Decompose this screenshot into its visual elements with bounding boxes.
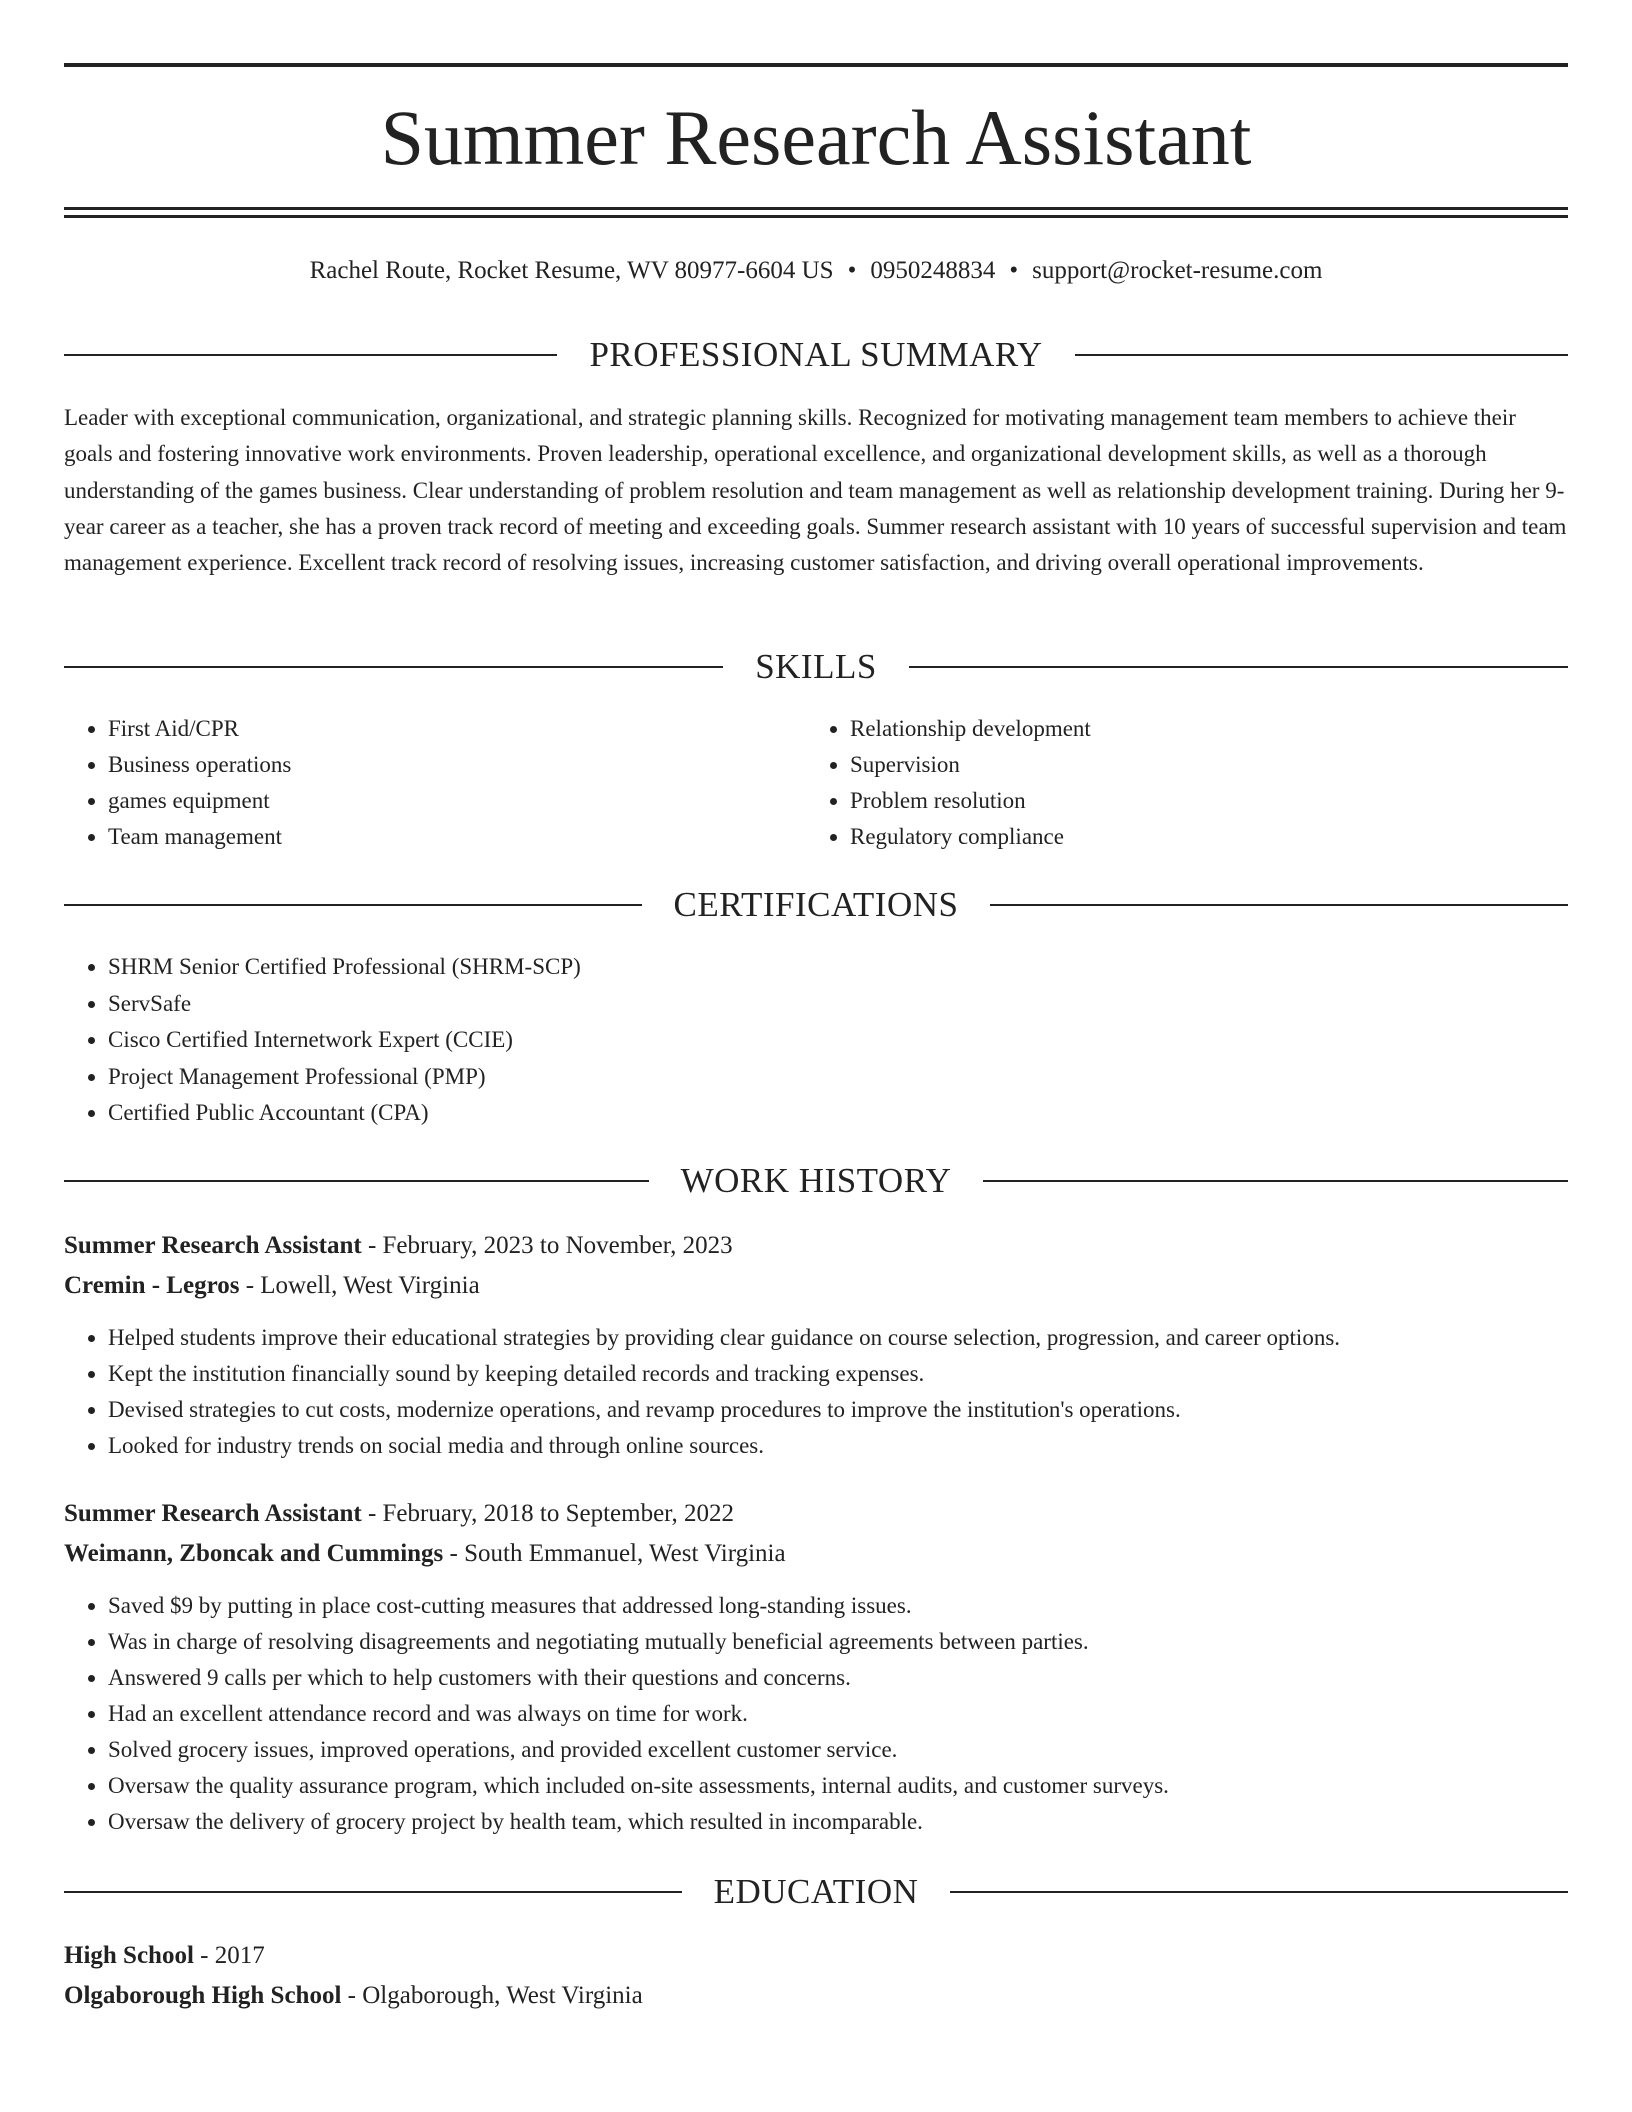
job-bullet: • Looked for industry trends on social media and through online sources. [108, 1428, 1568, 1464]
contact-line [64, 254, 1568, 288]
education-section-heading [64, 1870, 1568, 1914]
certifications-section-heading [64, 883, 1568, 927]
heading-rule-right [909, 666, 1568, 668]
education-entry [64, 1936, 1568, 2016]
heading-rule-left [64, 1180, 649, 1182]
contact-address: Rachel Route, Rocket Resume, WV 80977-6604 US [309, 257, 834, 284]
heading-rule-right [983, 1180, 1568, 1182]
title-double-rule [64, 207, 1568, 218]
heading-rule-left [64, 666, 723, 668]
skill-item: • Regulatory compliance [850, 819, 1548, 855]
job-location: - Lowell, West Virginia [239, 1272, 480, 1299]
job-bullet: • Solved grocery issues, improved operations, and provided excellent customer service. [108, 1732, 1568, 1768]
skill-item: • Team management [108, 819, 806, 855]
job-title: Summer Research Assistant [64, 1500, 362, 1527]
resume-title: Summer Research Assistant [380, 94, 1252, 181]
education-school: Olgaborough High School [64, 1982, 342, 2009]
certification-item: • Certified Public Accountant (CPA) [108, 1095, 1568, 1132]
contact-separator: • [1009, 257, 1019, 284]
job-employer-line [64, 1534, 1568, 1574]
skills-section-heading [64, 645, 1568, 689]
summary-text: Leader with exceptional communication, organizational, and strategic planning skills. Recognized for motivating management team members to achieve their goals and fostering innovative work environments. Proven leadership, operational excellence, and organizational development skills, as well as a thorough understanding of the games business. Clear understanding of problem resolution and team management as well as relationship development training. During her 9-year career as a teacher, she has a proven track record of meeting and exceeding goals. Summer research assistant with 10 years of successful supervision and team management experience. Excellent track record of resolving issues, increasing customer satisfaction, and driving overall operational improvements. [64, 405, 1567, 576]
heading-rule-right [1075, 354, 1568, 356]
summary-section-heading [64, 333, 1568, 377]
job-bullet: • Oversaw the delivery of grocery project by health team, which resulted in incomparable. [108, 1804, 1568, 1840]
education-degree: High School [64, 1942, 194, 1969]
education-heading: EDUCATION [713, 1872, 919, 1911]
job-title: Summer Research Assistant [64, 1232, 362, 1259]
skill-item: • First Aid/CPR [108, 711, 806, 747]
certification-item: • ServSafe [108, 986, 1568, 1023]
job-bullet: • Helped students improve their educational strategies by providing clear guidance on course selection, progression, and career options. [108, 1320, 1568, 1356]
skill-item: • Problem resolution [850, 783, 1548, 819]
education-degree-line [64, 1936, 1568, 1976]
skills-list [64, 711, 1568, 855]
job-bullet: • Had an excellent attendance record and was always on time for work. [108, 1696, 1568, 1732]
education-school-line [64, 1976, 1568, 2016]
summary-heading: PROFESSIONAL SUMMARY [589, 335, 1043, 374]
job-bullets [64, 1588, 1568, 1840]
job-bullet: • Devised strategies to cut costs, modernize operations, and revamp procedures to improve the institution's operations. [108, 1392, 1568, 1428]
certification-item: • SHRM Senior Certified Professional (SHRM-SCP) [108, 949, 1568, 986]
job-bullet: • Kept the institution financially sound by keeping detailed records and tracking expenses. [108, 1356, 1568, 1392]
contact-phone: 0950248834 [870, 257, 996, 284]
skills-heading: SKILLS [755, 647, 877, 686]
job-bullet: • Saved $9 by putting in place cost-cutting measures that addressed long-standing issues. [108, 1588, 1568, 1624]
job-bullet: • Was in charge of resolving disagreements and negotiating mutually beneficial agreements between parties. [108, 1624, 1568, 1660]
certification-item: • Project Management Professional (PMP) [108, 1059, 1568, 1096]
heading-rule-right [950, 1891, 1568, 1893]
heading-rule-left [64, 354, 557, 356]
job-employer: Weimann, Zboncak and Cummings [64, 1540, 444, 1567]
skill-item: • Supervision [850, 747, 1548, 783]
contact-separator: • [847, 257, 857, 284]
job-title-line [64, 1494, 1568, 1534]
education-year: - 2017 [193, 1942, 265, 1969]
job-employer-line [64, 1266, 1568, 1306]
job-bullet: • Oversaw the quality assurance program, which included on-site assessments, internal audits, and customer surveys. [108, 1768, 1568, 1804]
job-employer: Cremin - Legros [64, 1272, 240, 1299]
top-rule [64, 63, 1568, 67]
skills-column-right [806, 711, 1548, 855]
heading-rule-left [64, 904, 642, 906]
heading-rule-left [64, 1891, 682, 1893]
skill-item: • games equipment [108, 783, 806, 819]
job-dates: - February, 2023 to November, 2023 [361, 1232, 733, 1259]
certification-item: • Cisco Certified Internetwork Expert (CCIE) [108, 1022, 1568, 1059]
job-dates: - February, 2018 to September, 2022 [361, 1500, 734, 1527]
certifications-list [64, 949, 1568, 1132]
education-location: - Olgaborough, West Virginia [341, 1982, 643, 2009]
work-history-heading: WORK HISTORY [680, 1161, 952, 1200]
job-title-line [64, 1226, 1568, 1266]
job-bullets [64, 1320, 1568, 1464]
skill-item: • Relationship development [850, 711, 1548, 747]
job-entry [64, 1226, 1568, 1464]
skill-item: • Business operations [108, 747, 806, 783]
job-bullet: • Answered 9 calls per which to help customers with their questions and concerns. [108, 1660, 1568, 1696]
contact-email: support@rocket-resume.com [1032, 257, 1323, 284]
heading-rule-right [990, 904, 1568, 906]
skills-column-left [64, 711, 806, 855]
work-history-section-heading [64, 1159, 1568, 1203]
job-location: - South Emmanuel, West Virginia [443, 1540, 786, 1567]
job-entry [64, 1494, 1568, 1840]
certifications-heading: CERTIFICATIONS [673, 885, 959, 924]
